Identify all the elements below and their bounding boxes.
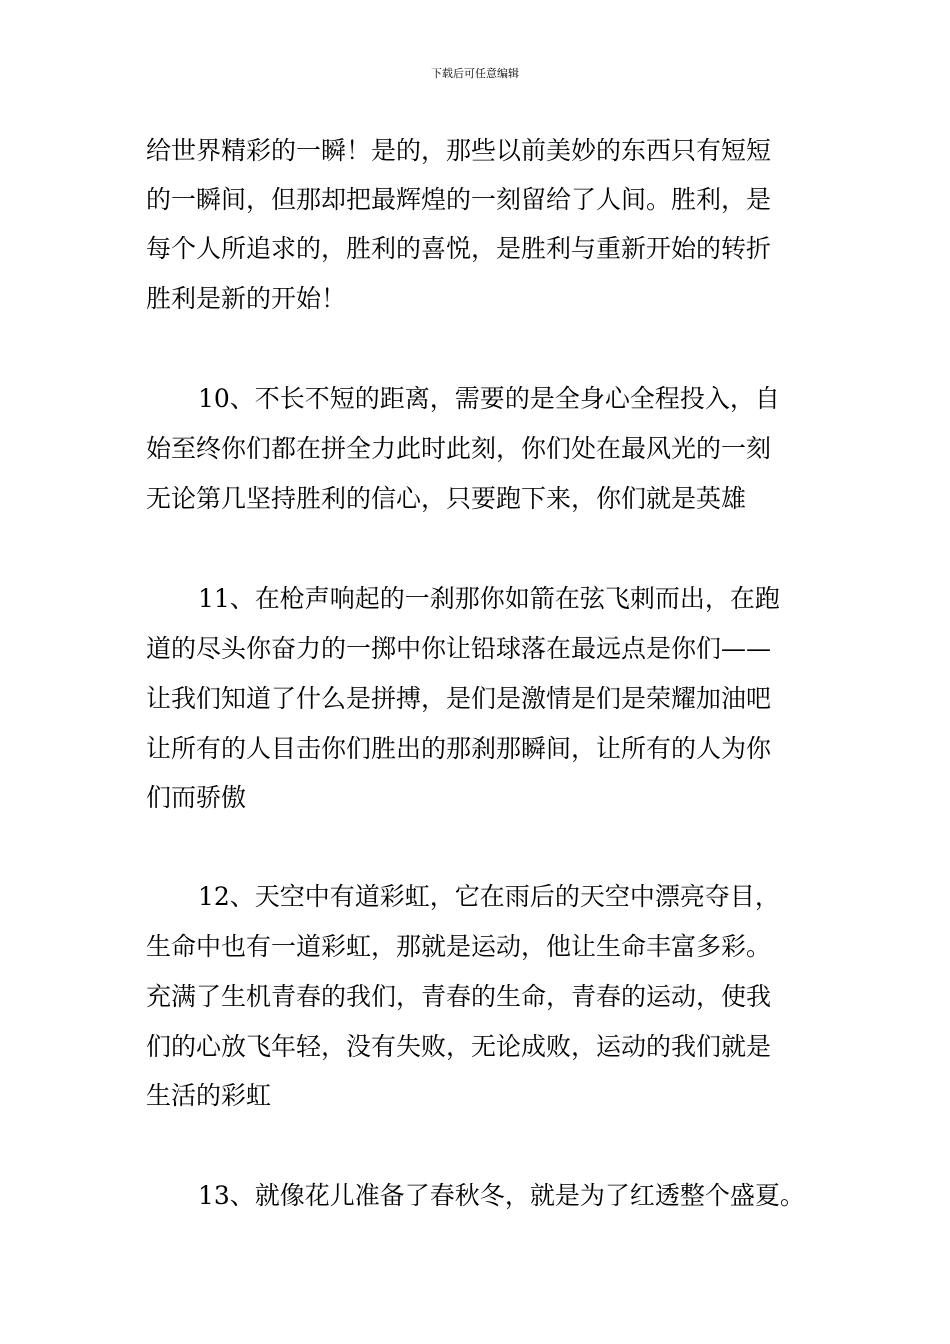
paragraph-12-line-1: 12、天空中有道彩虹，它在雨后的天空中漂亮夺目，: [198, 882, 780, 911]
paragraph-1-line-4: 胜利是新的开始！: [146, 284, 347, 313]
paragraph-12-line-2: 生命中也有一道彩虹，那就是运动，他让生命丰富多彩。: [146, 932, 772, 961]
paragraph-13-line-1: 13、就像花儿准备了春秋冬，就是为了红透整个盛夏。: [198, 1181, 805, 1210]
paragraph-11-line-3: 让我们知道了什么是拼搏，是们是激情是们是荣耀加油吧: [146, 684, 772, 713]
paragraph-12-line-4: 们的心放飞年轻，没有失败，无论成败，运动的我们就是: [146, 1032, 772, 1061]
paragraph-12-line-5: 生活的彩虹: [146, 1081, 272, 1110]
paragraph-11-line-4: 让所有的人目击你们胜出的那刹那瞬间，让所有的人为你: [146, 734, 772, 763]
paragraph-10-line-2: 始至终你们都在拼全力此时此刻，你们处在最风光的一刻: [146, 434, 772, 463]
page-header: 下载后可任意编辑: [431, 67, 519, 80]
paragraph-10-line-1: 10、不长不短的距离，需要的是全身心全程投入，自: [198, 384, 780, 413]
paragraph-1-line-1: 给世界精彩的一瞬！是的，那些以前美妙的东西只有短短: [146, 136, 772, 165]
paragraph-10-line-3: 无论第几坚持胜利的信心，只要跑下来，你们就是英雄: [146, 484, 747, 513]
paragraph-11-line-2: 道的尽头你奋力的一掷中你让铅球落在最远点是你们——: [146, 634, 772, 663]
paragraph-12-line-3: 充满了生机青春的我们，青春的生命，青春的运动，使我: [146, 982, 772, 1011]
paragraph-11-line-5: 们而骄傲: [146, 783, 247, 812]
paragraph-11-line-1: 11、在枪声响起的一刹那你如箭在弦飞刺而出，在跑: [198, 584, 780, 613]
paragraph-1-line-3: 每个人所追求的，胜利的喜悦，是胜利与重新开始的转折: [146, 234, 772, 263]
paragraph-1-line-2: 的一瞬间，但那却把最辉煌的一刻留给了人间。胜利，是: [146, 185, 772, 214]
